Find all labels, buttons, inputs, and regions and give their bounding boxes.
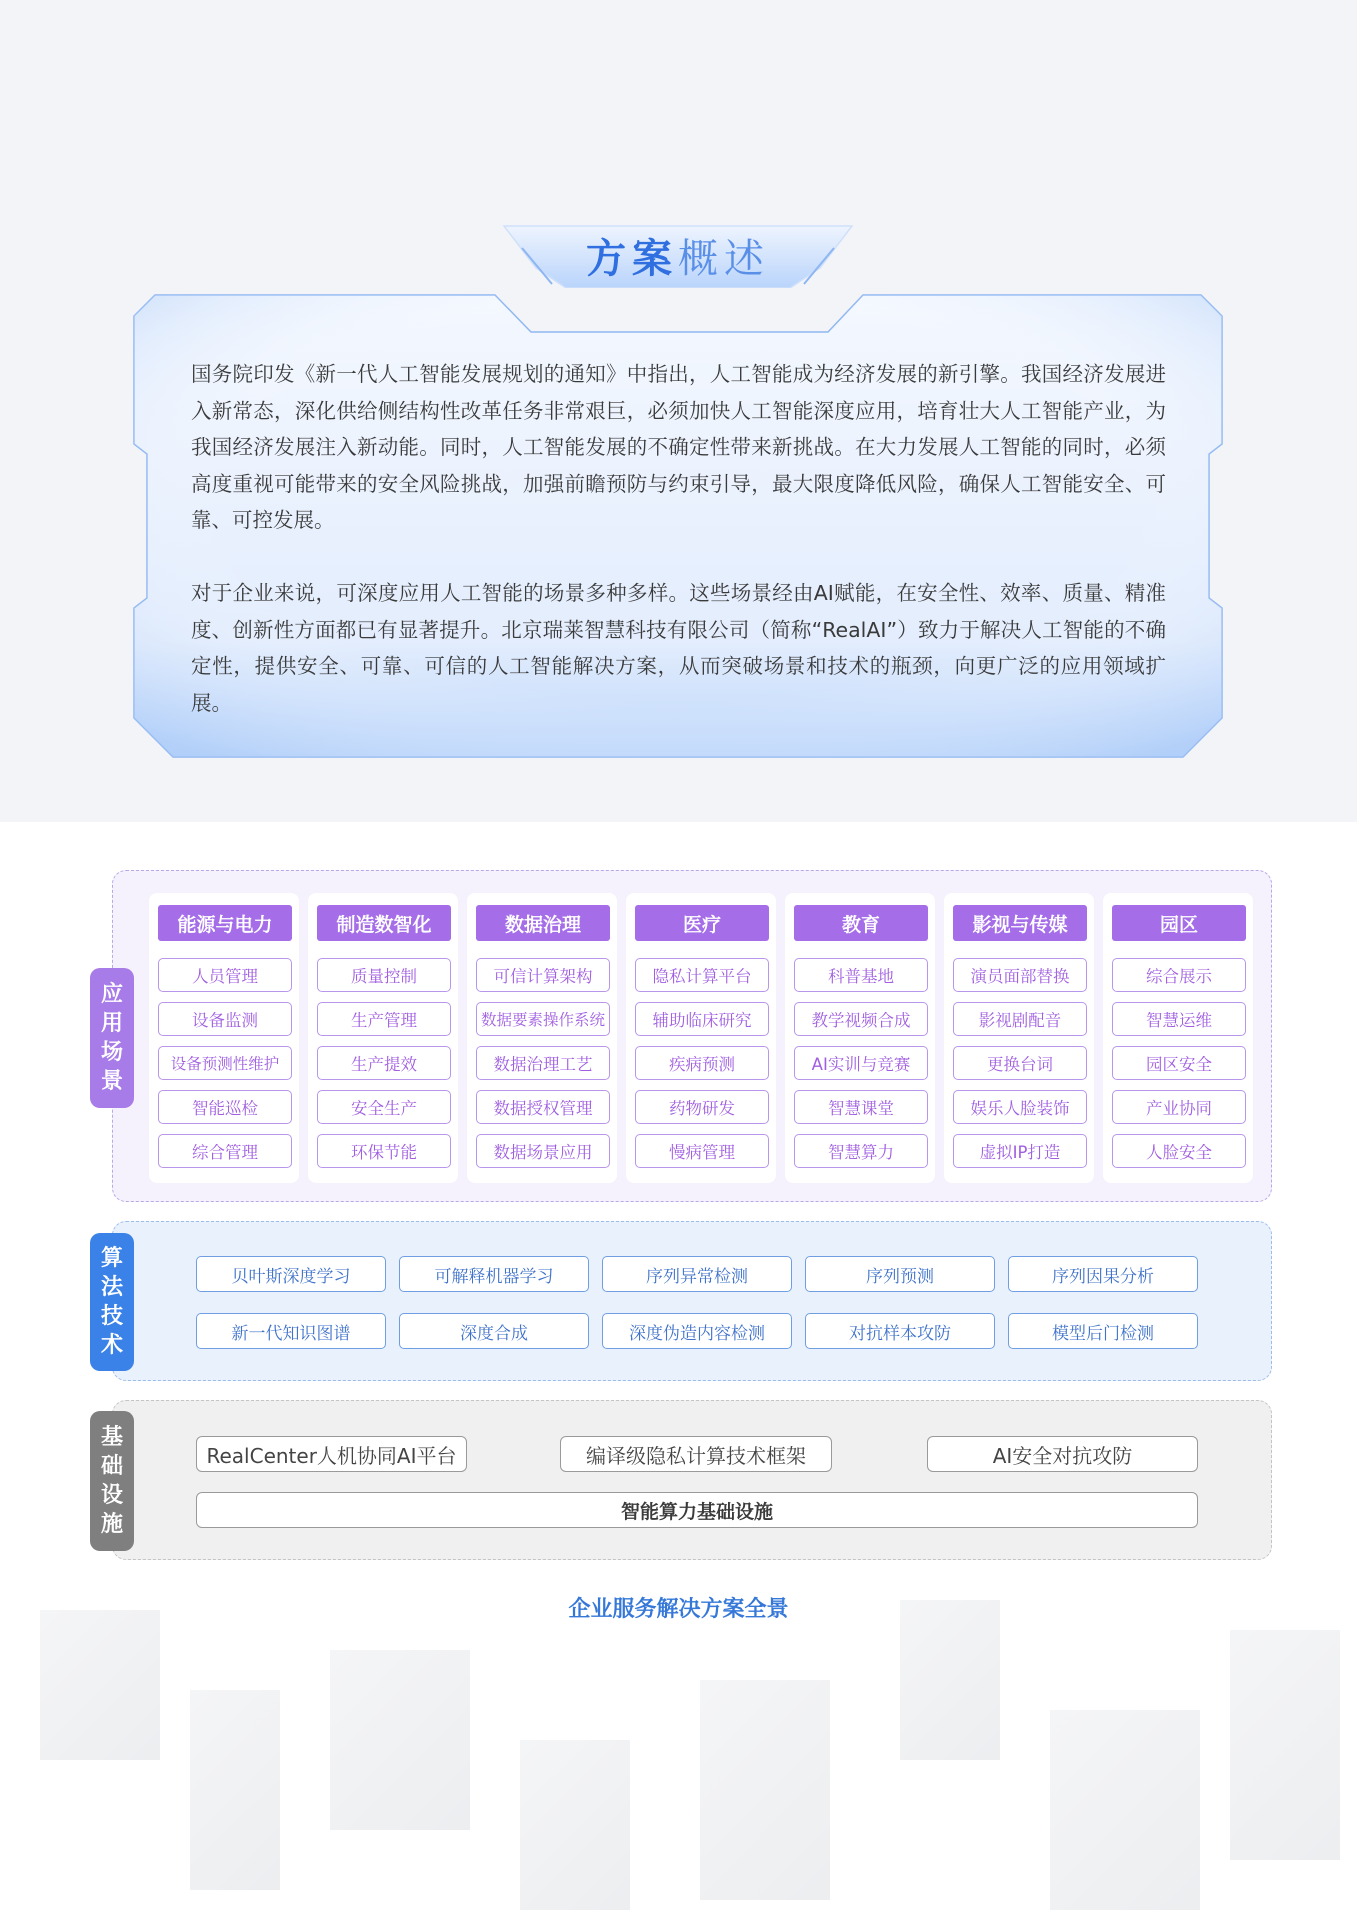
label-char: 场 bbox=[100, 1040, 123, 1065]
infrastructure-item[interactable]: 编译级隐私计算技术框架 bbox=[560, 1436, 832, 1472]
app-item[interactable]: 设备监测 bbox=[158, 1002, 292, 1036]
algorithm-item[interactable]: 可解释机器学习 bbox=[399, 1256, 589, 1292]
app-item[interactable]: 生产管理 bbox=[317, 1002, 451, 1036]
app-column-energy bbox=[149, 893, 299, 1183]
label-char: 设 bbox=[100, 1483, 123, 1508]
label-char: 用 bbox=[100, 1011, 123, 1036]
app-item[interactable]: 辅助临床研究 bbox=[635, 1002, 769, 1036]
app-item[interactable]: 虚拟IP打造 bbox=[953, 1134, 1087, 1168]
label-char: 法 bbox=[100, 1275, 123, 1300]
app-item[interactable]: 可信计算架构 bbox=[476, 958, 610, 992]
app-column-header: 制造数智化 bbox=[317, 905, 451, 941]
app-column-header: 教育 bbox=[794, 905, 928, 941]
app-column-medical bbox=[626, 893, 776, 1183]
algorithm-item[interactable]: 序列因果分析 bbox=[1008, 1256, 1198, 1292]
app-column-film-media bbox=[944, 893, 1094, 1183]
label-char: 应 bbox=[100, 982, 123, 1007]
figure-caption: 企业服务解决方案全景 bbox=[568, 1597, 789, 1622]
label-char: 技 bbox=[100, 1304, 123, 1329]
overview-paragraph-1: 国务院印发《新一代人工智能发展规划的通知》中指出，人工智能成为经济发展的新引擎。我国经济发展进入新常态，深化供给侧结构性改革任务非常艰巨，必须加快人工智能深度应用，培育壮大人工智能产业，为我国经济发展注入新动能。同时，人工智能发展的不确定性带来新挑战。在大力发展人工智能的同时，必须高度重视可能带来的安全风险挑战，加强前瞻预防与约束引导，最大限度降低风险，确保人工智能安全、可靠、可控发展。 bbox=[191, 362, 1166, 532]
app-column-header: 数据治理 bbox=[476, 905, 610, 941]
app-item[interactable]: 质量控制 bbox=[317, 958, 451, 992]
app-item[interactable]: 数据授权管理 bbox=[476, 1090, 610, 1124]
app-item[interactable]: 安全生产 bbox=[317, 1090, 451, 1124]
app-item[interactable]: 智慧算力 bbox=[794, 1134, 928, 1168]
app-item[interactable]: 药物研发 bbox=[635, 1090, 769, 1124]
algorithm-item[interactable]: 序列预测 bbox=[805, 1256, 995, 1292]
label-char: 术 bbox=[100, 1333, 123, 1358]
app-item[interactable]: 数据治理工艺 bbox=[476, 1046, 610, 1080]
overview-card bbox=[133, 294, 1223, 758]
app-item[interactable]: 设备预测性维护 bbox=[158, 1046, 292, 1080]
algorithm-item[interactable]: 模型后门检测 bbox=[1008, 1313, 1198, 1349]
app-item[interactable]: 教学视频合成 bbox=[794, 1002, 928, 1036]
app-column-data-governance bbox=[467, 893, 617, 1183]
app-column-header: 影视与传媒 bbox=[953, 905, 1087, 941]
app-column-education bbox=[785, 893, 935, 1183]
algorithm-item[interactable]: 对抗样本攻防 bbox=[805, 1313, 995, 1349]
algorithm-item[interactable]: 深度合成 bbox=[399, 1313, 589, 1349]
app-item[interactable]: 娱乐人脸装饰 bbox=[953, 1090, 1087, 1124]
app-item[interactable]: 人员管理 bbox=[158, 958, 292, 992]
app-item[interactable]: 人脸安全 bbox=[1112, 1134, 1246, 1168]
title-part2: 概述 bbox=[678, 235, 770, 282]
algorithm-item[interactable]: 深度伪造内容检测 bbox=[602, 1313, 792, 1349]
title-part1: 方案 bbox=[586, 235, 678, 282]
decorative-cubes-background bbox=[0, 1540, 1357, 1920]
label-char: 基 bbox=[100, 1425, 123, 1450]
app-item[interactable]: 智能巡检 bbox=[158, 1090, 292, 1124]
app-item[interactable]: 影视剧配音 bbox=[953, 1002, 1087, 1036]
label-char: 施 bbox=[100, 1512, 123, 1537]
app-column-header: 能源与电力 bbox=[158, 905, 292, 941]
overview-text bbox=[191, 356, 1166, 721]
app-item[interactable]: 综合展示 bbox=[1112, 958, 1246, 992]
app-item[interactable]: 智慧课堂 bbox=[794, 1090, 928, 1124]
app-item[interactable]: 疾病预测 bbox=[635, 1046, 769, 1080]
title-banner bbox=[500, 222, 856, 288]
app-item[interactable]: 数据场景应用 bbox=[476, 1134, 610, 1168]
app-item[interactable]: 环保节能 bbox=[317, 1134, 451, 1168]
app-item[interactable]: 更换台词 bbox=[953, 1046, 1087, 1080]
app-item[interactable]: 产业协同 bbox=[1112, 1090, 1246, 1124]
section-title bbox=[500, 222, 856, 288]
algorithm-item[interactable]: 贝叶斯深度学习 bbox=[196, 1256, 386, 1292]
application-scenarios-label bbox=[90, 968, 134, 1108]
algorithm-technology-section bbox=[112, 1221, 1272, 1381]
infrastructure-label bbox=[90, 1411, 134, 1551]
app-item[interactable]: 智慧运维 bbox=[1112, 1002, 1246, 1036]
infrastructure-section bbox=[112, 1400, 1272, 1560]
app-column-header: 医疗 bbox=[635, 905, 769, 941]
infrastructure-item[interactable]: AI安全对抗攻防 bbox=[927, 1436, 1198, 1472]
label-char: 算 bbox=[100, 1246, 123, 1271]
overview-paragraph-2: 对于企业来说，可深度应用人工智能的场景多种多样。这些场景经由AI赋能，在安全性、效率、质量、精准度、创新性方面都已有显著提升。北京瑞莱智慧科技有限公司（简称“RealAI”）致力于解决人工智能的不确定性，提供安全、可靠、可信的人工智能解决方案，从而突破场景和技术的瓶颈，向更广泛的应用领域扩展。 bbox=[191, 581, 1166, 715]
algorithm-item[interactable]: 序列异常检测 bbox=[602, 1256, 792, 1292]
algorithm-item[interactable]: 新一代知识图谱 bbox=[196, 1313, 386, 1349]
app-item[interactable]: 园区安全 bbox=[1112, 1046, 1246, 1080]
app-item[interactable]: AI实训与竞赛 bbox=[794, 1046, 928, 1080]
app-item[interactable]: 科普基地 bbox=[794, 958, 928, 992]
app-item[interactable]: 生产提效 bbox=[317, 1046, 451, 1080]
label-char: 景 bbox=[100, 1069, 123, 1094]
infrastructure-wide-item[interactable]: 智能算力基础设施 bbox=[196, 1492, 1198, 1528]
app-item[interactable]: 综合管理 bbox=[158, 1134, 292, 1168]
app-column-header: 园区 bbox=[1112, 905, 1246, 941]
label-char: 础 bbox=[100, 1454, 123, 1479]
app-item[interactable]: 演员面部替换 bbox=[953, 958, 1087, 992]
app-item[interactable]: 隐私计算平台 bbox=[635, 958, 769, 992]
app-item[interactable]: 慢病管理 bbox=[635, 1134, 769, 1168]
app-item[interactable]: 数据要素操作系统 bbox=[476, 1002, 610, 1036]
app-column-park bbox=[1103, 893, 1253, 1183]
infrastructure-item[interactable]: RealCenter人机协同AI平台 bbox=[196, 1436, 467, 1472]
app-column-manufacturing bbox=[308, 893, 458, 1183]
algorithm-technology-label bbox=[90, 1233, 134, 1371]
